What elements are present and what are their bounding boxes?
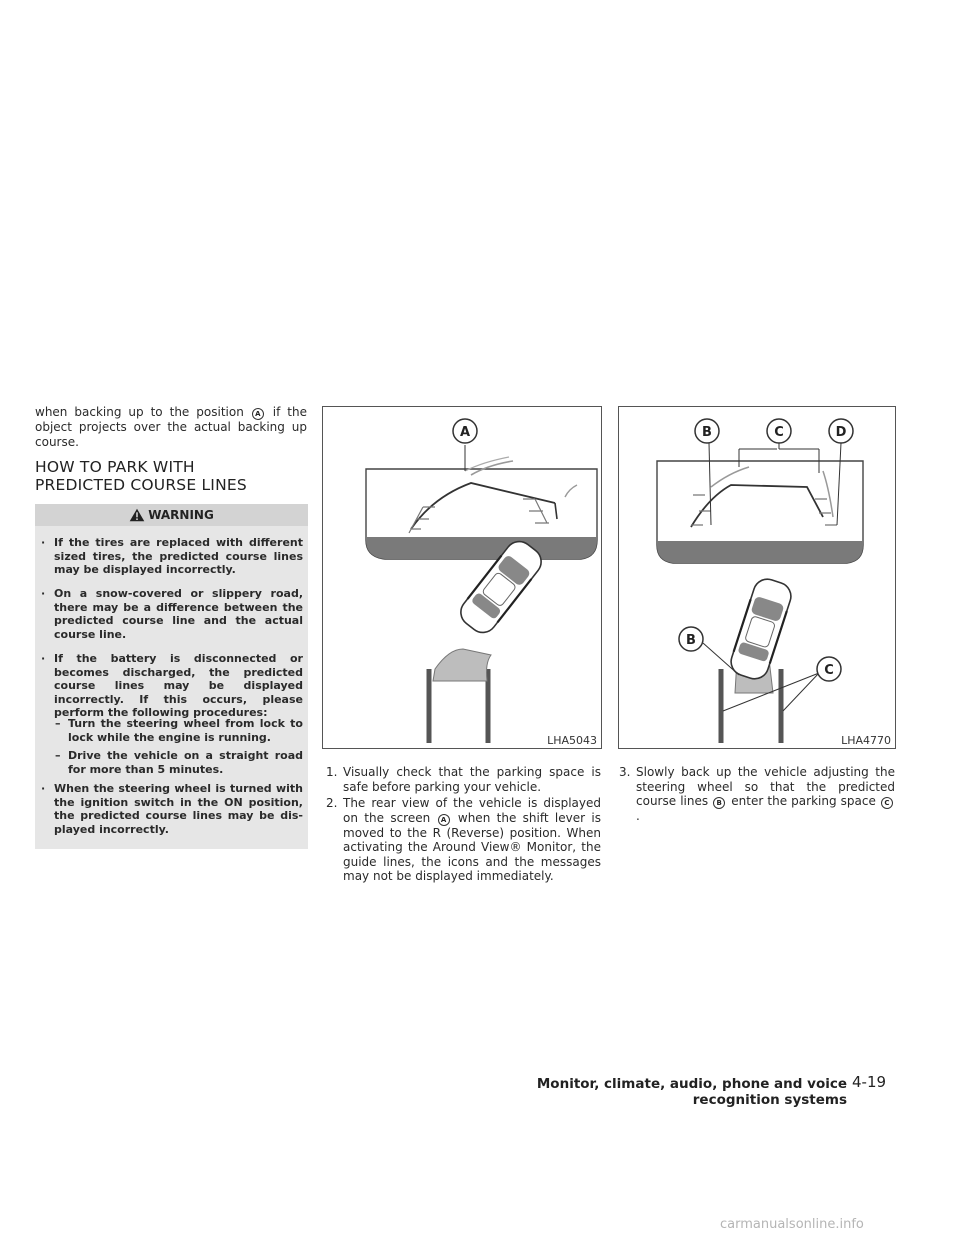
heading-line-1: HOW TO PARK WITH (35, 458, 195, 476)
step-text: Visually check that the parking space is safe before parking your vehicle. (343, 765, 601, 794)
warning-item (41, 587, 303, 641)
warning-item (41, 536, 303, 577)
step-text-part: enter the parking space (731, 794, 876, 808)
warning-item-text: When the steering wheel is turned with the ignition switch in the ON position, the predicted course lines may be dis- played incorrectly. (54, 782, 303, 836)
step-2 (326, 796, 601, 884)
marker-b: B (713, 797, 725, 809)
step-text (636, 765, 895, 824)
warning-subitem-text: Drive the vehicle on a straight road for more than 5 minutes. (68, 749, 303, 776)
step-3 (619, 765, 895, 824)
warning-item-text: If the tires are replaced with different sized tires, the predicted course lines may be displayed incorrectly. (54, 536, 303, 576)
step-number: 3. (619, 765, 631, 779)
dash: – (55, 749, 61, 762)
intro-paragraph (35, 405, 307, 449)
step-text (343, 796, 601, 884)
figure-course-lines (618, 406, 896, 749)
dash: – (55, 717, 61, 730)
step-text-part: Slowly back up the vehicle adjusting the steering wheel so that the predicted course lines (636, 765, 895, 808)
bullet: · (41, 652, 46, 665)
watermark: carmanualsonline.info (720, 1217, 864, 1232)
warning-item (41, 652, 303, 720)
warning-item (41, 782, 303, 836)
figure-rear-view (322, 406, 602, 749)
callout-c: C (774, 425, 784, 440)
warning-box (35, 504, 308, 849)
step-1 (326, 765, 601, 794)
callout-b: B (702, 425, 712, 440)
course-lines-illustration (619, 407, 895, 748)
warning-icon (129, 508, 145, 522)
rear-view-illustration (323, 407, 601, 748)
marker-a: A (438, 814, 450, 826)
marker-c: C (881, 797, 893, 809)
figure-code: LHA5043 (547, 734, 597, 747)
warning-subitem (55, 749, 303, 776)
callout-c-lower: C (824, 663, 834, 678)
marker-a: A (252, 408, 264, 420)
warning-title: WARNING (148, 508, 214, 522)
step-number: 1. (326, 765, 338, 779)
footer-title: Monitor, climate, audio, phone and voice recognition systems (536, 1076, 847, 1108)
warning-header (35, 504, 308, 526)
section-heading (35, 458, 307, 494)
bullet: · (41, 782, 46, 795)
warning-subitem (55, 717, 303, 744)
warning-item-text: On a snow-covered or slippery road, there may be a difference between the predicted course line and the actual course line. (54, 587, 303, 641)
bullet: · (41, 536, 46, 549)
warning-subitem-text: Turn the steering wheel from lock to lock while the engine is running. (68, 717, 303, 744)
callout-b-lower: B (686, 633, 696, 648)
figure-code: LHA4770 (841, 734, 891, 747)
callout-a: A (459, 425, 471, 440)
step-text-part: . (636, 809, 640, 823)
step-text-part: The rear view of the vehicle is displayed on the screen (343, 796, 601, 825)
heading-line-2: PREDICTED COURSE LINES (35, 476, 247, 494)
step-number: 2. (326, 796, 338, 810)
callout-d: D (835, 425, 847, 440)
page-number: 4-19 (852, 1073, 887, 1091)
bullet: · (41, 587, 46, 600)
intro-text-1: when backing up to the position (35, 405, 244, 419)
intro-text-2: if the object projects over the actual backing up course. (35, 405, 307, 449)
warning-item-text: If the battery is disconnected or becomes discharged, the predicted course lines may be displayed incorrectly. If this occurs, please perform the following procedures: (54, 652, 303, 719)
step-text-part: when the shift lever is moved to the R (Reverse) position. When activating the Around View® Monitor, the guide lines, the icons and the messages may not be displayed immediately. (343, 810, 601, 883)
